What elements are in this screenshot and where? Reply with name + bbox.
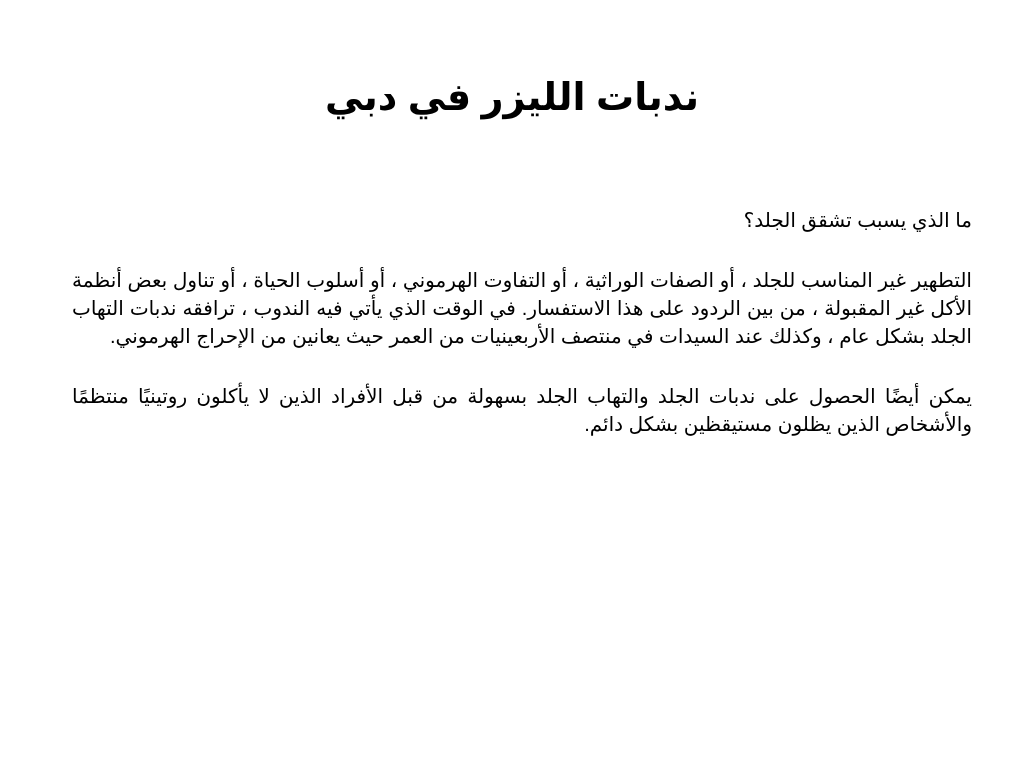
slide-title: ندبات الليزر في دبي bbox=[325, 77, 699, 119]
body-paragraph-prevalence: يمكن أيضًا الحصول على ندبات الجلد والتهاب الجلد بسهولة من قبل الأفراد الذين لا يأكلون روتينيًا منتظمًا والأشخاص الذين يظلون مستيقظين بشكل دائم. bbox=[72, 386, 972, 436]
slide-body bbox=[72, 207, 972, 471]
body-paragraph-causes: التطهير غير المناسب للجلد ، أو الصفات الوراثية ، أو التفاوت الهرموني ، أو أسلوب الحياة ، أو تناول بعض أنظمة الأكل غير المقبولة ، من بين الردود على هذا الاستفسار. في الوقت الذي يأتي فيه الندوب ، ترافقه ندبات التهاب الجلد بشكل عام ، وكذلك عند السيدات في منتصف الأربعينيات من العمر حيث يعانين من الإحراج الهرموني. bbox=[72, 270, 972, 348]
body-question: ما الذي يسبب تشقق الجلد؟ bbox=[743, 210, 972, 232]
